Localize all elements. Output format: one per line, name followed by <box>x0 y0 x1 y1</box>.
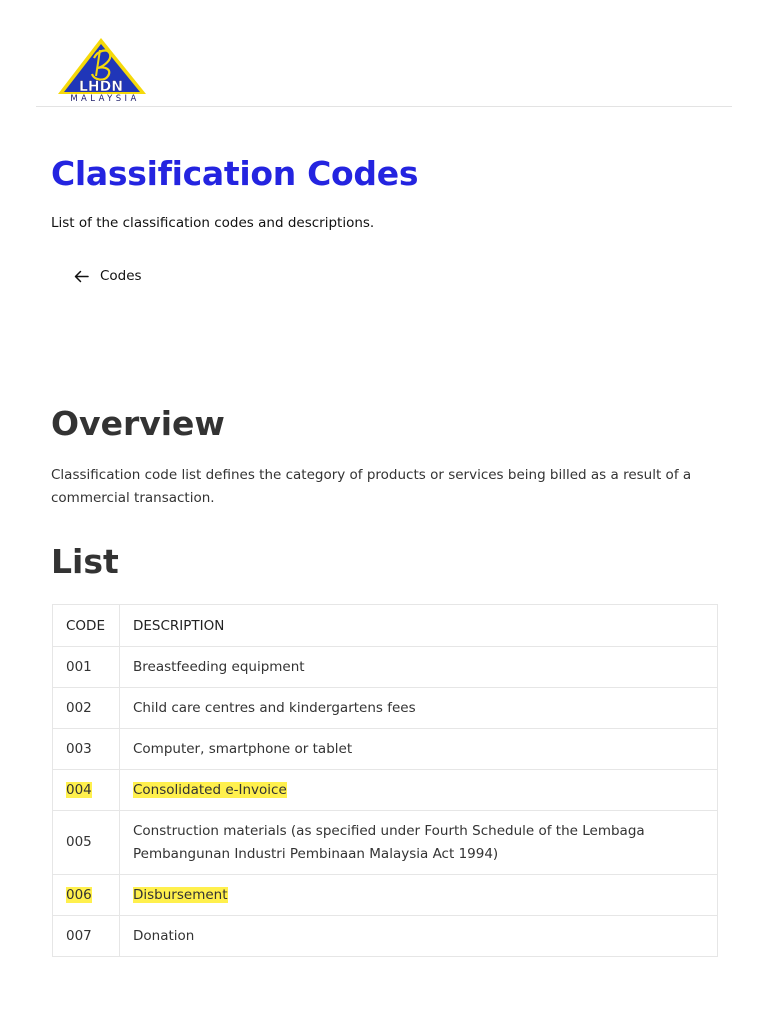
description-cell <box>120 770 718 811</box>
table-row <box>53 770 718 811</box>
table-row <box>53 688 718 729</box>
logo-subtext: MALAYSIA <box>70 94 140 104</box>
table-row <box>53 875 718 916</box>
code-cell <box>53 916 120 957</box>
table-row <box>53 916 718 957</box>
description-value: Breastfeeding equipment <box>133 659 305 675</box>
table-header-row <box>53 605 718 647</box>
lhdn-logo[interactable] <box>54 36 152 106</box>
code-value: 007 <box>66 928 92 944</box>
description-cell <box>120 729 718 770</box>
code-value: 002 <box>66 700 92 716</box>
description-value-highlighted: Consolidated e-Invoice <box>133 782 287 798</box>
description-value: Child care centres and kindergartens fees <box>133 700 416 716</box>
column-header-description: DESCRIPTION <box>120 605 718 647</box>
description-cell <box>120 916 718 957</box>
back-to-codes-link[interactable] <box>74 268 142 284</box>
code-cell <box>53 811 120 875</box>
table-row <box>53 729 718 770</box>
description-value: Computer, smartphone or tablet <box>133 741 353 757</box>
site-header <box>36 0 732 107</box>
code-cell <box>53 688 120 729</box>
code-value: 003 <box>66 741 92 757</box>
code-value: 005 <box>66 834 92 850</box>
description-cell <box>120 811 718 875</box>
code-cell <box>53 875 120 916</box>
table-row <box>53 811 718 875</box>
description-value: Construction materials (as specified under Fourth Schedule of the Lembaga Pembangunan Industri Pembinaan Malaysia Act 1994) <box>133 822 645 862</box>
page-subtitle: List of the classification codes and descriptions. <box>51 215 375 231</box>
arrow-left-icon <box>74 270 89 283</box>
code-cell <box>53 770 120 811</box>
page-title: Classification Codes <box>51 154 419 193</box>
list-heading: List <box>51 542 119 581</box>
lhdn-emblem-icon <box>54 36 152 96</box>
code-cell <box>53 729 120 770</box>
description-cell <box>120 688 718 729</box>
overview-text: Classification code list defines the category of products or services being billed as a result of a commercial transaction. <box>51 467 692 506</box>
back-link-label: Codes <box>100 268 142 284</box>
code-value-highlighted: 004 <box>66 782 92 798</box>
column-header-code: CODE <box>53 605 120 647</box>
description-cell <box>120 875 718 916</box>
code-value: 001 <box>66 659 92 675</box>
table-row <box>53 647 718 688</box>
overview-heading: Overview <box>51 404 225 443</box>
code-value-highlighted: 006 <box>66 887 92 903</box>
code-cell <box>53 647 120 688</box>
description-value: Donation <box>133 928 195 944</box>
classification-codes-table <box>52 604 718 957</box>
logo-text: LHDN <box>79 79 123 95</box>
description-value-highlighted: Disbursement <box>133 887 228 903</box>
description-cell <box>120 647 718 688</box>
